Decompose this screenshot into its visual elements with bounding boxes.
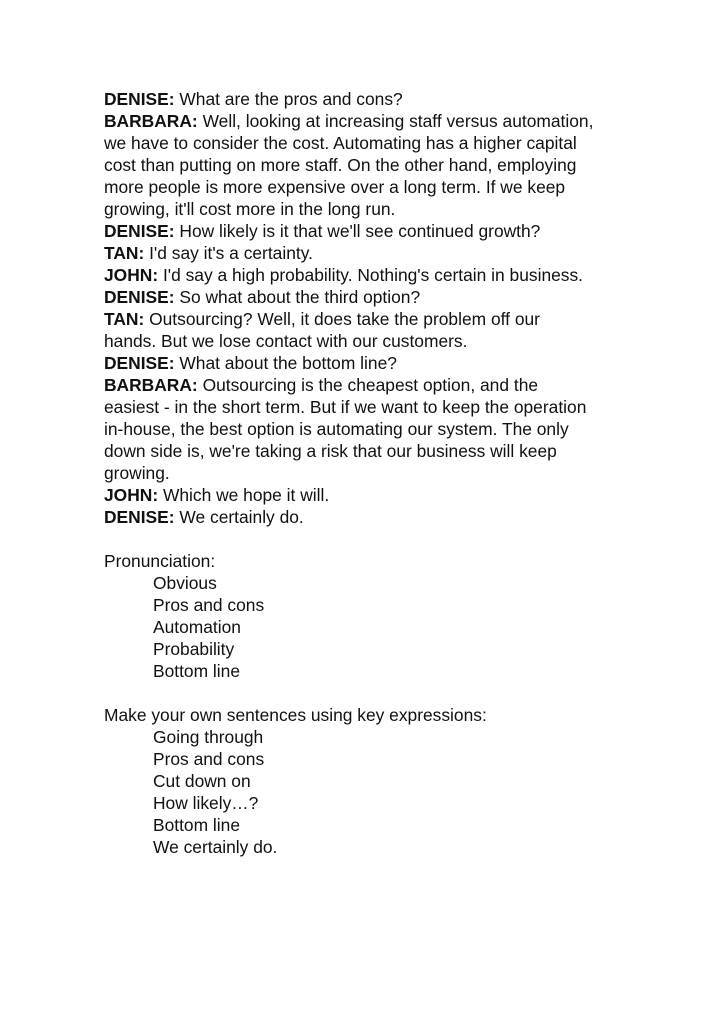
expression-item: Bottom line <box>153 815 240 835</box>
dialogue-text: growing, it'll cost more in the long run. <box>104 199 396 219</box>
dialogue-text: So what about the third option? <box>179 287 421 307</box>
expression-item: Pros and cons <box>153 749 265 769</box>
speaker-label: DENISE: <box>104 89 175 109</box>
expression-item: Going through <box>153 727 264 747</box>
expressions-heading: Make your own sentences using key expressions: <box>104 705 487 725</box>
expression-item: How likely…? <box>153 793 259 813</box>
dialogue-text: cost than putting on more staff. On the other hand, employing <box>104 155 577 175</box>
expression-item: We certainly do. <box>153 837 278 857</box>
dialogue-text: We certainly do. <box>179 507 304 527</box>
speaker-label: TAN: <box>104 309 145 329</box>
dialogue-text: easiest - in the short term. But if we want to keep the operation <box>104 397 587 417</box>
dialogue-text: Outsourcing is the cheapest option, and the <box>202 375 539 395</box>
dialogue-text: in-house, the best option is automating our system. The only <box>104 419 569 439</box>
pronunciation-item: Probability <box>153 639 235 659</box>
speaker-label: JOHN: <box>104 485 159 505</box>
dialogue-line <box>104 286 644 308</box>
dialogue-line <box>104 88 644 110</box>
dialogue-text: we have to consider the cost. Automating has a higher capital <box>104 133 577 153</box>
pronunciation-item: Bottom line <box>153 661 240 681</box>
speaker-label: BARBARA: <box>104 111 198 131</box>
pronunciation-item: Obvious <box>153 573 217 593</box>
dialogue-line <box>104 352 644 374</box>
dialogue-text: What are the pros and cons? <box>179 89 403 109</box>
dialogue-line <box>104 220 644 242</box>
dialogue-text: more people is more expensive over a long term. If we keep <box>104 177 566 197</box>
dialogue-text: I'd say a high probability. Nothing's certain in business. <box>162 265 584 285</box>
speaker-label: JOHN: <box>104 265 159 285</box>
dialogue-text: How likely is it that we'll see continued growth? <box>179 221 541 241</box>
dialogue-text: I'd say it's a certainty. <box>149 243 313 263</box>
pronunciation-item: Pros and cons <box>153 595 265 615</box>
dialogue-text: growing. <box>104 463 170 483</box>
dialogue-text: hands. But we lose contact with our customers. <box>104 331 468 351</box>
dialogue-line <box>104 242 644 264</box>
speaker-label: DENISE: <box>104 287 175 307</box>
spacer <box>104 528 644 550</box>
spacer <box>104 682 644 704</box>
dialogue-line <box>104 308 644 330</box>
dialogue-text: Outsourcing? Well, it does take the problem off our <box>149 309 540 329</box>
dialogue-line <box>104 484 644 506</box>
speaker-label: DENISE: <box>104 221 175 241</box>
dialogue-line <box>104 110 644 132</box>
speaker-label: TAN: <box>104 243 145 263</box>
speaker-label: DENISE: <box>104 507 175 527</box>
dialogue-text: What about the bottom line? <box>179 353 397 373</box>
dialogue-line <box>104 374 644 396</box>
dialogue-text: Well, looking at increasing staff versus automation, <box>202 111 594 131</box>
speaker-label: BARBARA: <box>104 375 198 395</box>
pronunciation-heading: Pronunciation: <box>104 551 216 571</box>
dialogue-text: Which we hope it will. <box>162 485 330 505</box>
speaker-label: DENISE: <box>104 353 175 373</box>
document-page <box>104 88 644 858</box>
pronunciation-item: Automation <box>153 617 241 637</box>
dialogue-text: down side is, we're taking a risk that our business will keep <box>104 441 557 461</box>
dialogue-line <box>104 506 644 528</box>
expression-item: Cut down on <box>153 771 251 791</box>
dialogue-line <box>104 264 644 286</box>
